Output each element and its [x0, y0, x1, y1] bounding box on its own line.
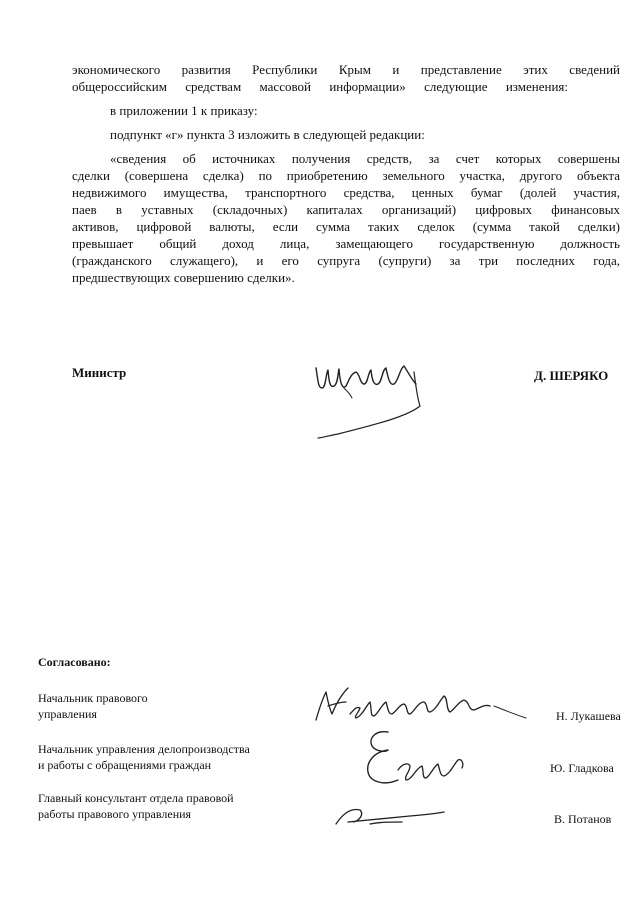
- approval-3-title-line-2: работы правового управления: [38, 807, 192, 821]
- approval-heading: Согласовано:: [38, 655, 111, 669]
- approval-2-title-line-2: и работы с обращениями граждан: [38, 758, 212, 772]
- body-line-6: сделки (совершена сделка) по приобретению земельного участка, другого объекта: [72, 168, 620, 183]
- body-line-3: в приложении 1 к приказу:: [110, 103, 258, 118]
- body-line-2: общероссийским средствам массовой информации» следующие изменения:: [72, 79, 568, 94]
- approval-3-signature: [330, 800, 450, 832]
- approval-2-name: Ю. Гладкова: [550, 761, 614, 775]
- body-line-4: подпункт «г» пункта 3 изложить в следующей редакции:: [110, 127, 425, 142]
- approval-3-title-line-1: Главный консультант отдела правовой: [38, 791, 234, 805]
- approval-3-name: В. Потанов: [554, 812, 612, 826]
- body-line-11: (гражданского служащего), и его супруга (супруги) за три последних года,: [72, 253, 620, 268]
- body-line-10: превышает общий доход лица, замещающего государственную должность: [72, 236, 620, 251]
- approval-1-title-line-1: Начальник правового: [38, 691, 148, 705]
- minister-name: Д. ШЕРЯКО: [534, 368, 609, 383]
- approval-1-title-line-2: управления: [38, 707, 97, 721]
- approval-2-signature: [358, 722, 468, 792]
- minister-signature: [308, 358, 433, 440]
- approval-2-title-line-1: Начальник управления делопроизводства: [38, 742, 250, 756]
- body-line-5: «сведения об источниках получения средств, за счет которых совершены: [110, 151, 620, 166]
- minister-title: Министр: [72, 365, 127, 380]
- body-line-9: активов, цифровой валюты, если сумма таких сделок (сумма такой сделки): [72, 219, 620, 234]
- body-line-7: недвижимого имущества, транспортного средства, ценных бумаг (долей участия,: [72, 185, 620, 200]
- body-line-8: паев в уставных (складочных) капиталах организаций) цифровых финансовых: [72, 202, 620, 217]
- body-line-1: экономического развития Республики Крым и представление этих сведений: [72, 62, 620, 77]
- body-line-12: предшествующих совершению сделки».: [72, 270, 295, 285]
- approval-1-name: Н. Лукашева: [556, 709, 621, 723]
